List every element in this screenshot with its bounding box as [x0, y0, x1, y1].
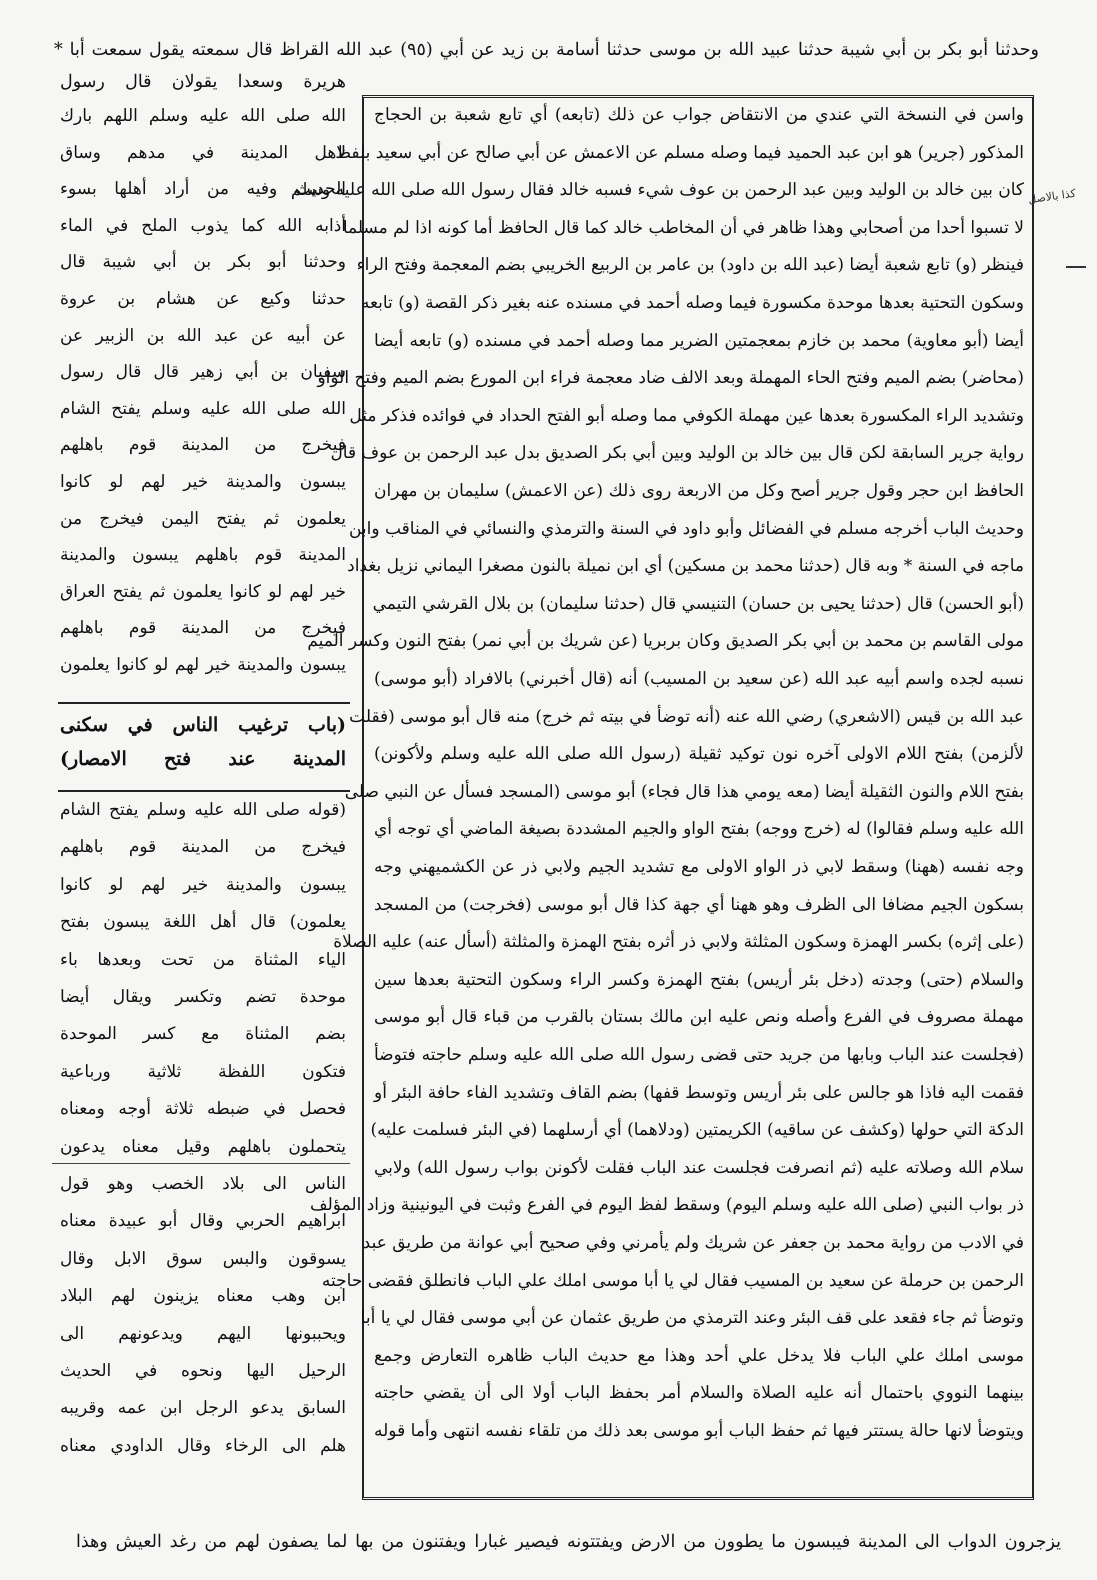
- text-line: وتشديد الراء المكسورة بعدها عين مهملة الكوفي مما وصله أبو الفتح الحداد في فوائده فذكر مثل: [349, 405, 1024, 426]
- text-line: لألزمن) بفتح اللام الاولى آخره نون توكيد ثقيلة (رسول الله صلى الله عليه وسلم ولأكونن): [374, 744, 1024, 765]
- text-line: فقمت اليه فاذا هو جالس على بئر أريس وتوسط قفها) بضم القاف وتشديد الفاء حافة البئر أو: [374, 1082, 1024, 1103]
- text-line: كان بين خالد بن الوليد وبين عبد الرحمن بن عوف شيء فسبه خالد فقال رسول الله صلى الله عليه وسلم: [290, 180, 1024, 201]
- text-line: ويحببونها اليهم ويدعونهم الى: [60, 1323, 346, 1344]
- text-line: (فجلست عند الباب وبابها من جريد حتى قضى رسول الله صلى الله عليه وسلم حاجته فتوضأ: [374, 1045, 1024, 1065]
- text-line: مولى القاسم بن محمد بن أبي بكر الصديق وكان بربريا (عن شريك بن أبي نمر) بفتح النون وكسر الميم: [307, 631, 1024, 652]
- text-line: فيخرج من المدينة قوم باهلهم: [60, 837, 346, 858]
- text-line: فحصل في ضبطه ثلاثة أوجه ومعناه: [60, 1099, 346, 1120]
- margin-note: كذا بالاصل: [1027, 186, 1077, 207]
- text-line: في الادب من رواية محمد بن جعفر عن شريك ولم يأمرني وفي صحيح أبي عوانة من طريق عبد: [362, 1233, 1024, 1253]
- text-line: السابق يدعو الرجل ابن عمه وقريبه: [60, 1398, 346, 1419]
- text-line: بفتح اللام والنون الثقيلة أيضا (معه يومي هذا قال فجاء) أبو موسى (المسجد فسأل عن النبي صلى: [344, 781, 1024, 802]
- text-line: المذكور (جرير) هو ابن عبد الحميد فيما وصله مسلم عن الاعمش عن أبي صالح عن أبي سعيد بلفظ: [335, 142, 1024, 163]
- text-line: الحافظ ابن حجر وقول جرير أصح وكل من الاربعة روى ذلك (عن الاعمش) سليمان بن مهران: [374, 481, 1024, 501]
- text-line: هريرة وسعدا يقولان قال رسول: [60, 72, 346, 92]
- text-line: وحدثنا أبو بكر بن أبي شيبة قال: [60, 252, 346, 273]
- text-line: (أبو الحسن) قال (حدثنا يحيى بن حسان) التنيسي قال (حدثنا سليمان) بن بلال القرشي التيمي: [372, 593, 1024, 614]
- text-line: ابن وهب معناه يزينون لهم البلاد: [60, 1286, 346, 1307]
- text-line: عن أبيه عن عبد الله بن الزبير عن: [60, 325, 346, 346]
- text-line: يبسون والمدينة خير لهم لو كانوا: [60, 472, 346, 492]
- text-line: ماجه في السنة * وبه قال (حدثنا محمد بن مسكين) أي ابن نميلة بالنون مصغرا اليماني نزيل بغداد: [347, 556, 1024, 577]
- text-line: موحدة تضم وتكسر ويقال أيضا: [60, 987, 346, 1007]
- text-line: الحديث وفيه من أراد أهلها بسوء: [60, 179, 346, 200]
- divider: [58, 702, 350, 704]
- text-line: ويتوضأ لانها حالة يستتر فيها ثم حفظ الباب أبو موسى بعد ذلك من تلقاء نفسه انتهى وأما قوله: [374, 1421, 1024, 1441]
- text-line: المدينة عند فتح الامصار): [60, 748, 346, 770]
- text-line: بينهما النووي باحتمال أنه عليه الصلاة والسلام أمر بحفظ الباب أولا الى أن يقضي حاجته: [374, 1383, 1024, 1404]
- text-line: الرحمن بن حرملة عن سعيد بن المسيب فقال لي يا أبا موسى املك علي الباب فانطلق فقضى حاجته: [321, 1270, 1024, 1291]
- text-line: سلام الله وصلاته عليه (ثم انصرفت فجلست عند الباب فقلت لأكونن بواب رسول الله) ولابي: [374, 1157, 1024, 1178]
- text-line: عبد الله بن قيس (الاشعري) رضي الله عنه (أنه توضأ في بيته ثم خرج) منه قال أبو موسى (فقلت: [349, 706, 1024, 727]
- divider: [58, 790, 350, 792]
- text-line: وجه نفسه (ههنا) وسقط لابي ذر الواو الاولى مع تشديد الجيم ولابي ذر عن الكشميهني وجه: [374, 857, 1024, 877]
- text-line: لا تسبوا أحدا من أصحابي وهذا ظاهر في أن المخاطب خالد كما قال الحافظ أما كونه اذا لم مسلما: [342, 217, 1024, 238]
- text-line: يبسون والمدينة خير لهم لو كانوا: [60, 874, 346, 895]
- text-line: (باب ترغيب الناس في سكنى: [60, 714, 346, 736]
- text-line: ابراهيم الحربي وقال أبو عبيدة معناه: [60, 1211, 346, 1232]
- margin-mark: [1066, 266, 1086, 268]
- text-line: الرحيل اليها ونحوه في الحديث: [60, 1361, 346, 1381]
- text-line: وحديث الباب أخرجه مسلم في الفضائل وأبو داود في السنة والترمذي والنسائي في المناقب وابن: [348, 518, 1024, 539]
- text-line: رواية جرير السابقة لكن قال بين خالد بن الوليد وبين أبي بكر الصديق بدل عبد الرحمن بن عوف قال: [330, 443, 1024, 464]
- text-line: أذابه الله كما يذوب الملح في الماء: [60, 215, 346, 236]
- text-line: فتكون اللفظة ثلاثية ورباعية: [60, 1061, 346, 1082]
- text-line: الناس الى بلاد الخصب وهو قول: [60, 1174, 346, 1194]
- text-line: سفيان بن أبي زهير قال قال رسول: [60, 362, 346, 383]
- text-line: يزجرون الدواب الى المدينة فيبسون ما يطوون من الارض ويفتتونه فيصير غبارا ويفتنون من بها لما يصفون لهم من رغد العيش وهذا: [76, 1532, 1061, 1552]
- text-line: يتحملون باهلهم وقيل معناه يدعون: [60, 1136, 346, 1157]
- text-line: الدكة التي حولها (وكشف عن ساقيه) الكريمتين (ودلاهما) أي أرسلهما (في البئر فسلمت عليه): [370, 1120, 1024, 1141]
- text-line: نسبه لجده واسم أبيه عبد الله (عن سعيد بن المسيب) أنه (قال أخبرني) بالافراد (أبو موسى): [374, 669, 1024, 689]
- text-line: (محاضر) بضم الميم وفتح الحاء المهملة وبعد الالف ضاد معجمة فراء ابن المورع بضم الميم وفتح الواو: [317, 368, 1024, 389]
- text-line: خير لهم لو كانوا يعلمون ثم يفتح العراق: [60, 581, 346, 602]
- text-line: واسن في النسخة التي عندي من الانتقاض جواب عن ذلك (تابعه) أي تابع شعبة بن الحجاج: [374, 105, 1024, 125]
- text-line: هلم الى الرخاء وقال الداودي معناه: [60, 1435, 346, 1456]
- text-line: وتوضأ ثم جاء فقعد على قف البئر وعند الترمذي من طريق عثمان عن أبي موسى فقال لي يا أبا: [360, 1308, 1024, 1329]
- text-line: بضم المثناة مع كسر الموحدة: [60, 1024, 346, 1045]
- text-line: فيخرج من المدينة قوم باهلهم: [60, 435, 346, 456]
- text-line: الياء المثناة من تحت وبعدها باء: [60, 949, 346, 970]
- text-line: مهملة مصروف في الفرع وأصله ونص عليه ابن مالك بستان بالقرب من قباء قال أبو موسى: [374, 1007, 1024, 1028]
- text-line: (على إثره) بكسر الهمزة وسكون المثلثة ولابي ذر أثره بفتح الهمزة والمثلثة (أسأل عنه) عليه الصلاة: [333, 932, 1024, 953]
- text-line: فيخرج من المدينة قوم باهلهم: [60, 618, 346, 639]
- divider: [52, 1163, 350, 1164]
- text-line: أيضا (أبو معاوية) محمد بن خازم بمعجمتين الضرير مما وصله أحمد في مسنده (و) تابعه أيضا: [374, 330, 1024, 351]
- text-line: يعلمون ثم يفتح اليمن فيخرج من: [60, 508, 346, 529]
- text-line: حدثنا وكيع عن هشام بن عروة: [60, 289, 346, 309]
- text-line: بسكون الجيم مضافا الى الظرف وهو ههنا أي جهة كذا قال أبو موسى (فخرجت) من المسجد: [374, 894, 1024, 915]
- text-line: ذر بواب النبي (صلى الله عليه وسلم اليوم) وسقط لفظ اليوم في الفرع وثبت في اليونينية وزاد المؤلف: [310, 1195, 1024, 1216]
- text-line: يسوقون والبس سوق الابل وقال: [60, 1248, 346, 1269]
- text-line: يعلمون) قال أهل اللغة يبسون بفتح: [60, 912, 346, 933]
- text-line: والسلام (حتى) وجدته (دخل بئر أريس) بفتح الهمزة وكسر الراء وسكون التحتية بعدها سين: [374, 969, 1024, 990]
- text-line: موسى املك علي الباب فلا يدخل علي أحد وهذا مع حديث الباب ظاهره التعارض وجمع: [374, 1345, 1024, 1366]
- text-line: (قوله صلى الله عليه وسلم يفتح الشام: [60, 800, 346, 820]
- text-line: الله صلى الله عليه وسلم اللهم بارك: [60, 106, 346, 126]
- text-line: وسكون التحتية بعدها موحدة مكسورة فيما وصله أحمد في مسنده عنه بغير ذكر القصة (و) تابعه: [360, 293, 1024, 313]
- text-line: فينظر (و) تابع شعبة أيضا (عبد الله بن داود) بن عامر بن الربيع الخريبي بضم المعجمة وفتح الراء: [356, 255, 1024, 276]
- text-line: الله صلى الله عليه وسلم يفتح الشام: [60, 398, 346, 419]
- text-line: المدينة قوم باهلهم يبسون والمدينة: [60, 545, 346, 566]
- text-line: لاهل المدينة في مدهم وساق: [60, 142, 346, 163]
- text-line: الله عليه وسلم فقالوا) له (خرج ووجه) بفتح الواو والجيم المشددة بصيغة الماضي أي توجه أي: [374, 819, 1024, 840]
- text-line: وحدثنا أبو بكر بن أبي شيبة حدثنا عبيد الله بن موسى حدثنا أسامة بن زيد عن أبي (٩٥) عبد الله القراظ قال سمعته يقول سمعت أبا *: [54, 40, 1039, 60]
- text-line: يبسون والمدينة خير لهم لو كانوا يعلمون: [60, 655, 346, 675]
